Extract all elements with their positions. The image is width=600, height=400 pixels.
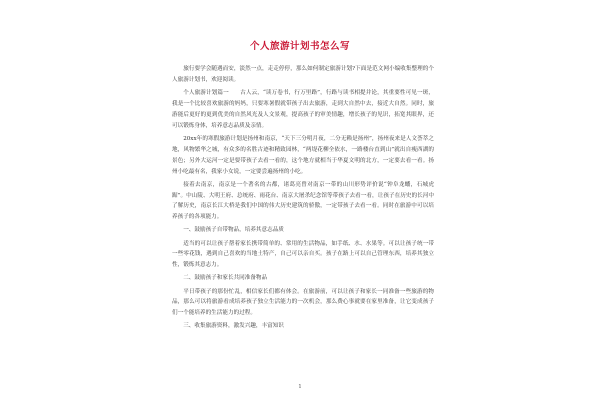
section-heading-one: 一、鼓励孩子自带物品，培养其意志品质 <box>183 227 284 234</box>
paragraph-intro: 旅行要学会随遇而安，淡然一点，走走停停，那么如何制定旅游计划?下面是范文网小编收集整理的个人旅游计划书，欢迎阅读。 <box>172 66 434 83</box>
paragraph-plan-one: 个人旅游计划篇一 古人云，“读万卷书，行万里路”，行路与读书相提并论，其重要性可见一斑，我是一个比较喜欢旅游的妈妈，只要寒暑假就带孩子出去旅游，走到大自然中去，接近大自然。同时，旅游能后更好的更到优美的自然风光及人文景观，提高孩子的审美情趣，增长孩子的见识，拓宽其眼界，还可以锻炼身体，培养意志品质及亲情。 <box>172 90 434 129</box>
paragraph-nanjing: 接着去南京，南京是一个著名的古都，诸葛亮曾对南京一带的山川形势评价说“钟阜龙蟠，石城虎踞”。中山陵、大明王府、总统府、雨花台、南京大屠杀纪念馆等带孩子去看一看，让孩子在历史的长河中了解历史，南京长江大桥是我们中国的伟大历史建筑的骄傲，一定带孩子去看一看。同时在旅游中可以培养孩子的各项能力。 <box>172 181 434 221</box>
document-body <box>172 64 434 335</box>
paragraph-section-one: 适当的可以让孩子帮着家长携带简单的、常用的生活物品，如手纸、水、水果等。可以让孩子统一带一些零花钱，遇到自己喜欢的当地土特产，自己可以亲自买。孩子在路上可以自己管理东西，培养其独立性，锻炼其意志力。 <box>172 240 434 269</box>
paragraph-yangzhou: 20xx年的寒假旅游计划是扬州和南京，“天下三分明月夜，二分无赖是扬州”，扬州夜来是人文荟萃之地，风物繁华之城，有众多的名胜古迹和精致园林，“两堤花柳全依水，一路楼台直到山”就出自瘦西湖的景色；另外大运河一定是要带孩子去看一看的，这个地方就相当于华夏文明的北方，一定要去看一看。扬州小吃最有名，我家小女说，一定要尝遍扬州的小吃。 <box>172 135 434 175</box>
paragraph-section-two: 平日带孩子的那份忙乱，相信家长们都有体会。在旅游前，可以让孩子和家长一同准备一些旅游的物品，那么可以将旅游看成培养孩子独立生活能力的一次机会，那么费心事就要在家里准备，让它变成孩子们一个能培养的生活能力的过程。 <box>172 288 434 317</box>
section-heading-three: 三、收集旅游资料，激发兴趣，丰富知识 <box>183 323 284 330</box>
document-title: 个人旅游计划书怎么写 <box>249 41 350 52</box>
section-heading-two: 二、鼓励孩子和家长共同准备物品 <box>183 275 268 282</box>
page-number: 1 <box>298 384 302 390</box>
